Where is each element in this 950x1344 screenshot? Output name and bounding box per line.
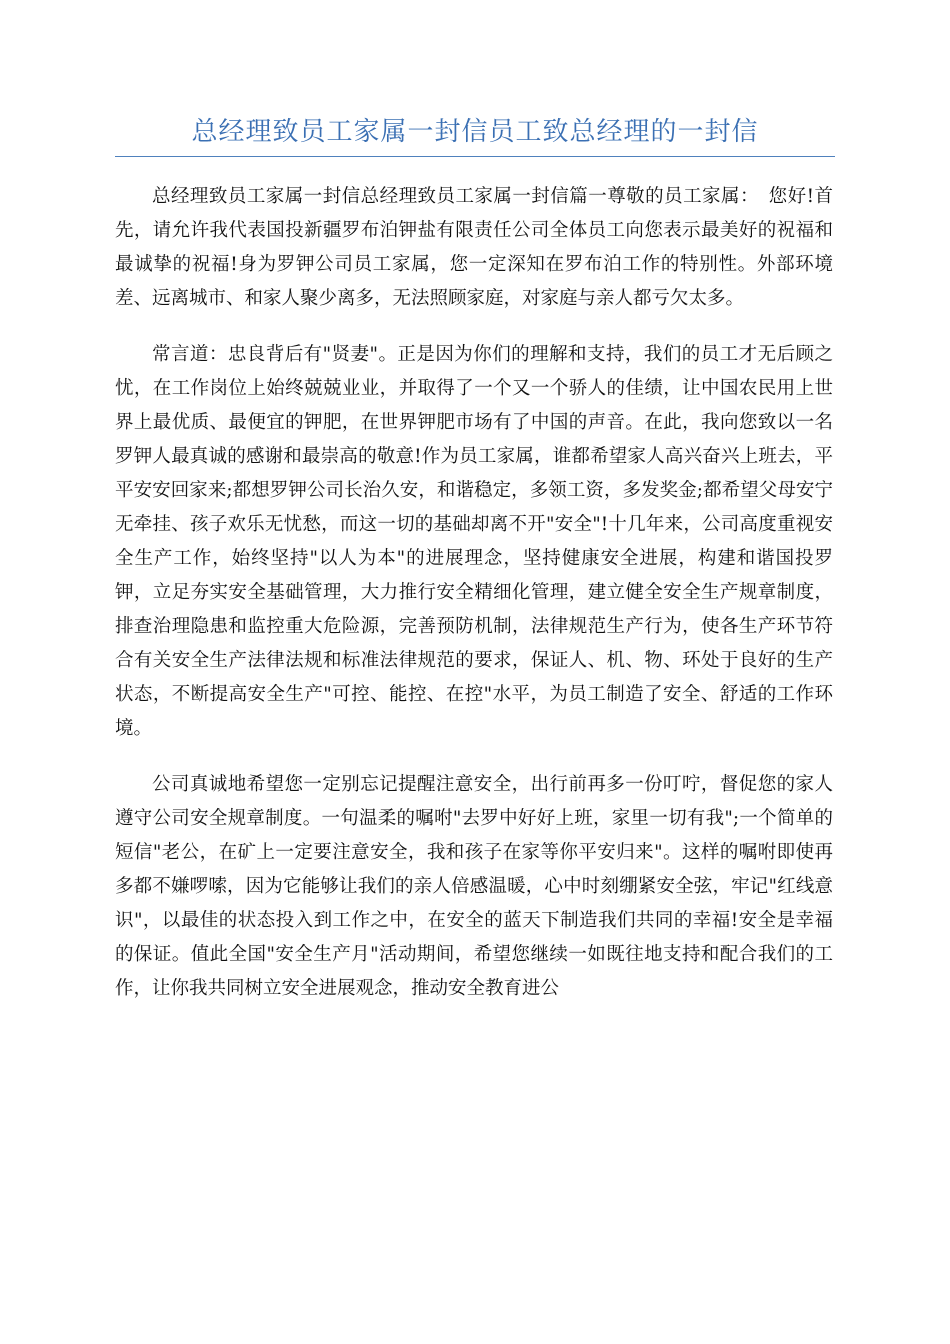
title-block: [115, 112, 835, 157]
paragraph-3: 公司真诚地希望您一定别忘记提醒注意安全，出行前再多一份叮咛，督促您的家人遵守公司安全规章制度。一句温柔的嘱咐"去罗中好好上班，家里一切有我";一个简单的短信"老公，在矿上一定要注意安全，我和孩子在家等你平安归来"。这样的嘱咐即使再多都不嫌啰嗦，因为它能够让我们的亲人倍感温暖，心中时刻绷紧安全弦，牢记"红线意识"，以最佳的状态投入到工作之中，在安全的蓝天下制造我们共同的幸福!安全是幸福的保证。值此全国"安全生产月"活动期间，希望您继续一如既往地支持和配合我们的工作，让你我共同树立安全进展观念，推动安全教育进公: [115, 774, 833, 999]
document-body: [115, 180, 833, 1028]
paragraph-1: 总经理致员工家属一封信总经理致员工家属一封信篇一尊敬的员工家属： 您好!首先，请允许我代表国投新疆罗布泊钾盐有限责任公司全体员工向您表示最美好的祝福和最诚挚的祝福!身为罗钾公司员工家属，您一定深知在罗布泊工作的特别性。外部环境差、远离城市、和家人聚少离多，无法照顾家庭，对家庭与亲人都亏欠太多。: [115, 186, 833, 309]
paragraph-2: 常言道：忠良背后有"贤妻"。正是因为你们的理解和支持，我们的员工才无后顾之忧，在工作岗位上始终兢兢业业，并取得了一个又一个骄人的佳绩，让中国农民用上世界上最优质、最便宜的钾肥，在世界钾肥市场有了中国的声音。在此，我向您致以一名罗钾人最真诚的感谢和最崇高的敬意!作为员工家属，谁都希望家人高兴奋兴上班去，平平安安回家来;都想罗钾公司长治久安，和谐稳定，多领工资，多发奖金;都希望父母安宁无牵挂、孩子欢乐无忧愁，而这一切的基础却离不开"安全"!十几年来，公司高度重视安全生产工作，始终坚持"以人为本"的进展理念，坚持健康安全进展，构建和谐国投罗钾，立足夯实安全基础管理，大力推行安全精细化管理，建立健全安全生产规章制度，排查治理隐患和监控重大危险源，完善预防机制，法律规范生产行为，使各生产环节符合有关安全生产法律法规和标准法律规范的要求，保证人、机、物、环处于良好的生产状态，不断提高安全生产"可控、能控、在控"水平，为员工制造了安全、舒适的工作环境。: [115, 344, 833, 739]
document-title: 总经理致员工家属一封信员工致总经理的一封信: [191, 117, 759, 147]
